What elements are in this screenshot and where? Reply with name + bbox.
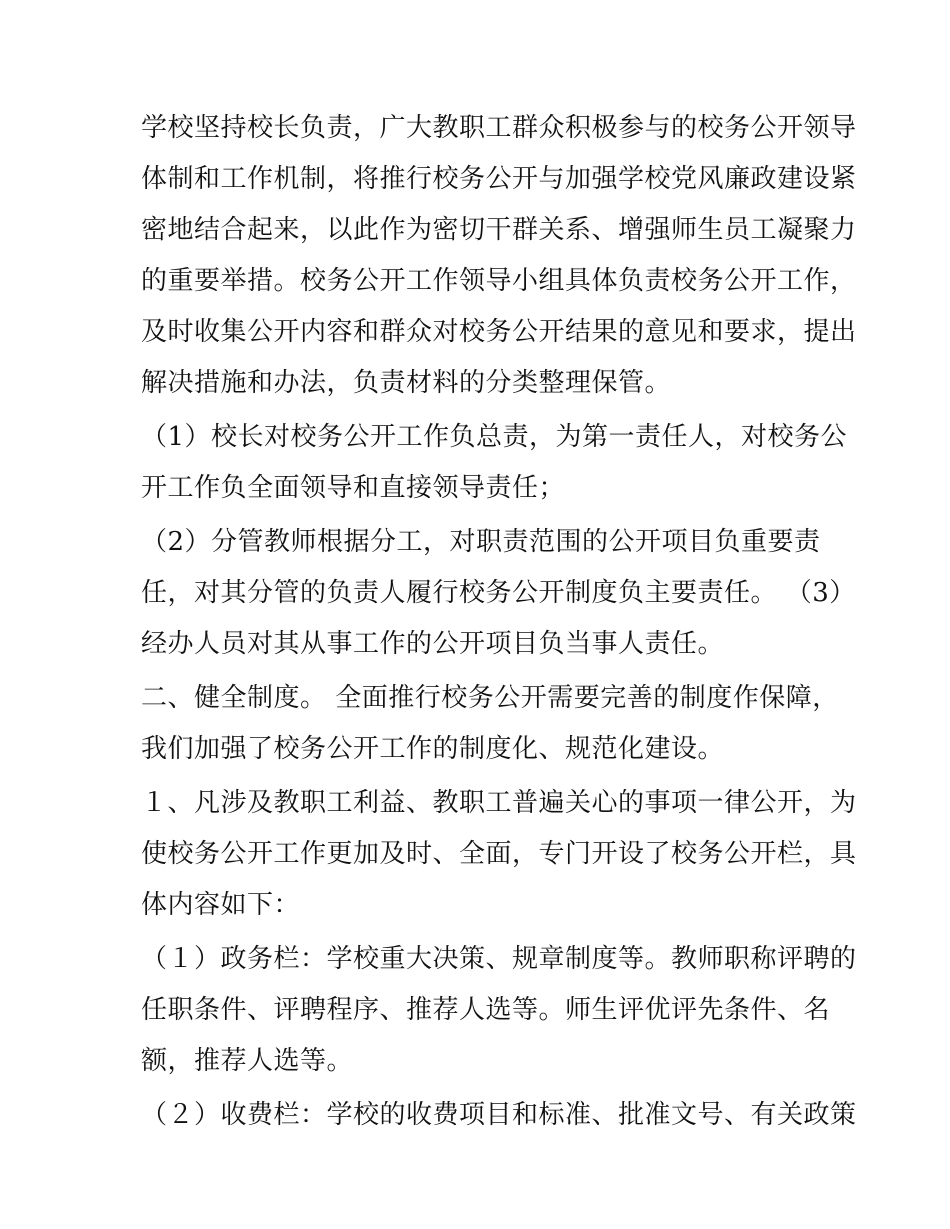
text-line: 密地结合起来，以此作为密切干群关系、增强师生员工凝聚力 (141, 215, 857, 245)
text-line: 任，对其分管的负责人履行校务公开制度负主要责任。 （3） (141, 578, 856, 608)
text-line: （１）政务栏：学校重大决策、规章制度等。教师职称评聘的 (141, 944, 857, 974)
text-line: 学校坚持校长负责，广大教职工群众积极参与的校务公开领导 (141, 113, 857, 143)
text-line: 额，推荐人选等。 (141, 1046, 354, 1076)
body-text (141, 103, 857, 1141)
text-line: 解决措施和办法，负责材料的分类整理保管。 (141, 368, 672, 398)
text-line: （２）收费栏：学校的收费项目和标准、批准文号、有关政策 (141, 1100, 857, 1130)
text-line: 二、健全制度。 全面推行校务公开需要完善的制度作保障， (141, 683, 839, 713)
text-line: 任职条件、评聘程序、推荐人选等。师生评优评先条件、名 (141, 995, 831, 1025)
text-line: 体内容如下： (141, 890, 301, 920)
text-line: 开工作负全面领导和直接领导责任； (141, 473, 566, 503)
text-line: １、凡涉及教职工利益、教职工普遍关心的事项一律公开，为 (141, 788, 857, 818)
text-line: （2）分管教师根据分工，对职责范围的公开项目负重要责 (141, 527, 821, 557)
text-line: 的重要举措。校务公开工作领导小组具体负责校务公开工作， (141, 266, 857, 296)
text-line: 经办人员对其从事工作的公开项目负当事人责任。 (141, 629, 725, 659)
text-line: （1）校长对校务公开工作负总责，为第一责任人，对校务公 (141, 422, 848, 452)
text-line: 我们加强了校务公开工作的制度化、规范化建设。 (141, 734, 725, 764)
text-line: 使校务公开工作更加及时、全面，专门开设了校务公开栏，具 (141, 839, 857, 869)
text-line: 体制和工作机制，将推行校务公开与加强学校党风廉政建设紧 (141, 164, 857, 194)
text-line: 及时收集公开内容和群众对校务公开结果的意见和要求，提出 (141, 317, 857, 347)
